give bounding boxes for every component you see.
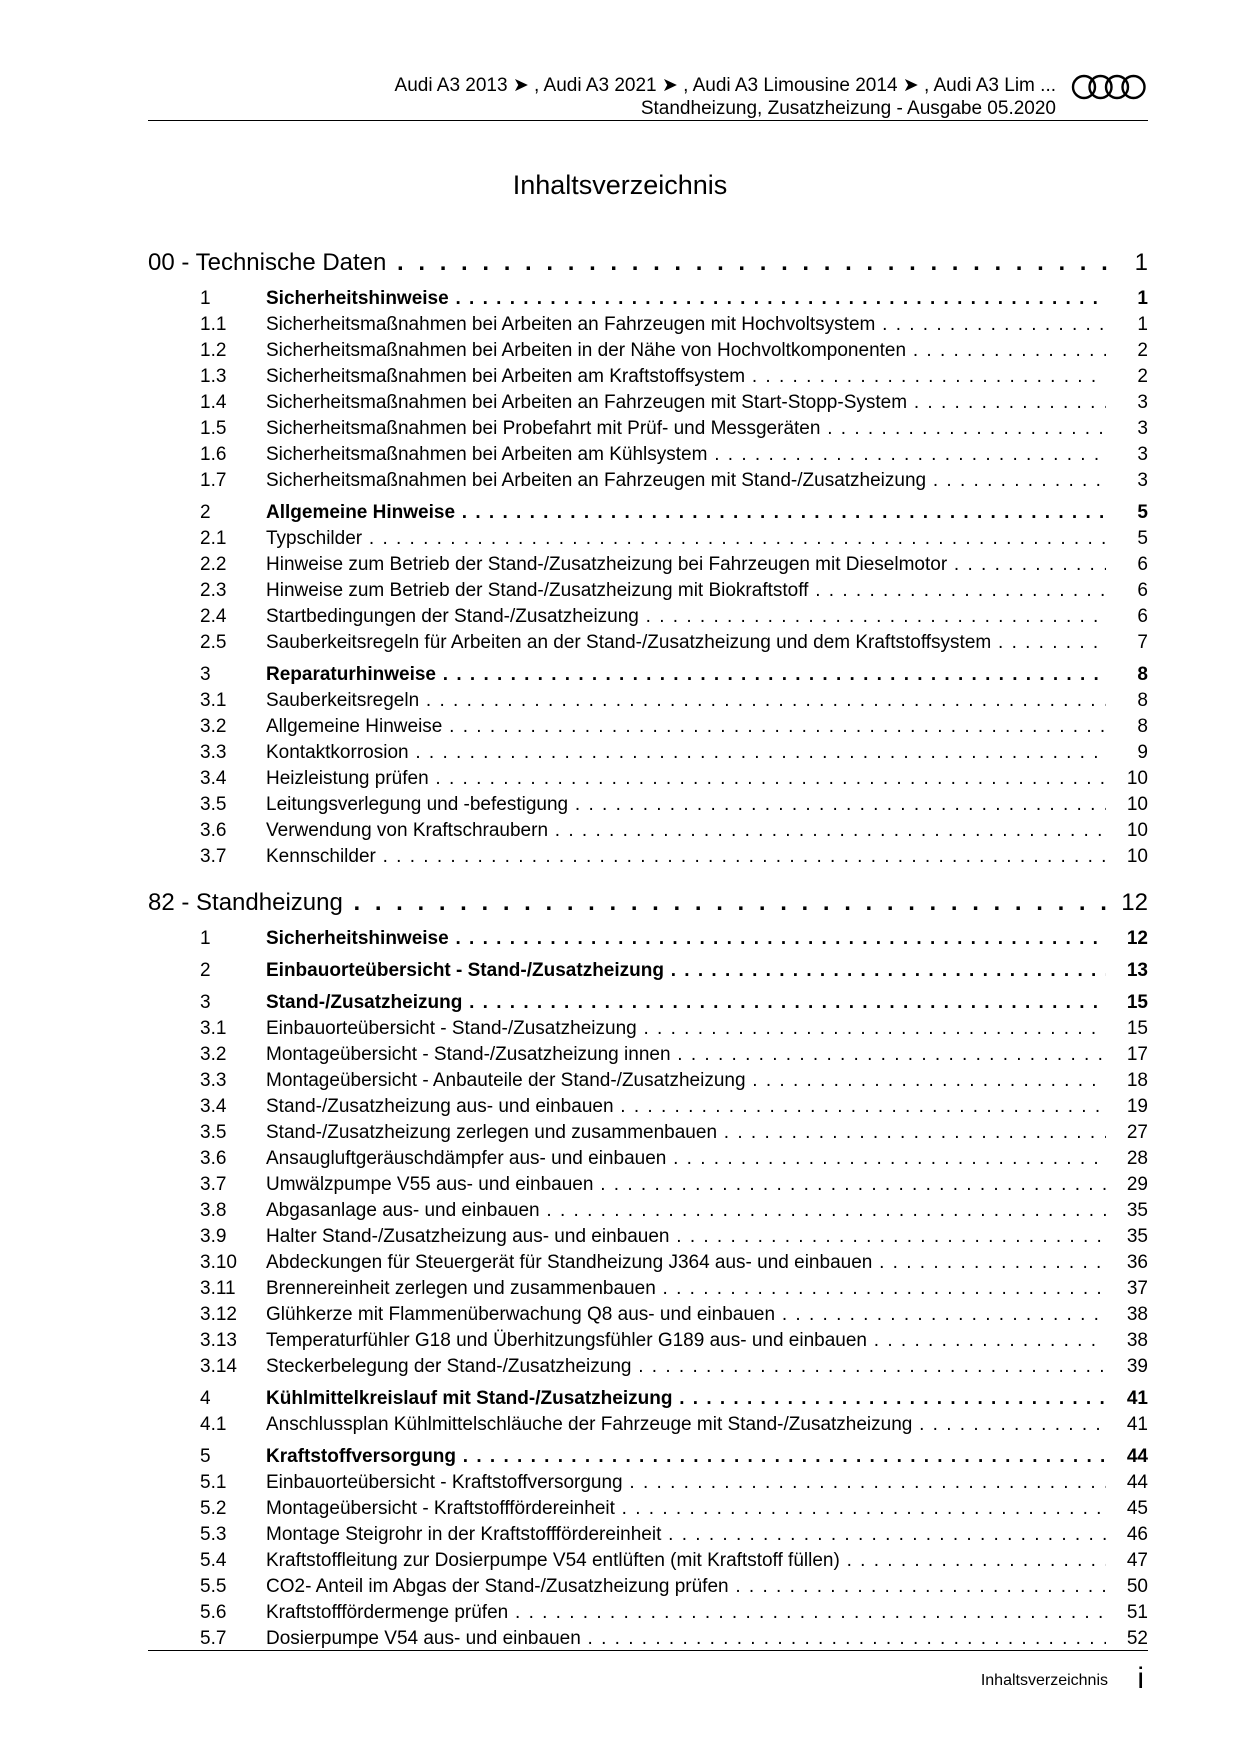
toc-section[interactable] <box>148 662 1148 688</box>
toc-entry-page: 2 <box>1137 340 1148 361</box>
toc-subsection[interactable] <box>148 1354 1148 1380</box>
toc-entry-page: 41 <box>1126 1414 1148 1435</box>
toc-entry-number: 1.1 <box>200 314 227 335</box>
toc-section[interactable] <box>148 926 1148 952</box>
toc-entry-title: Sicherheitsmaßnahmen bei Arbeiten am Kühlsystem . . . <box>266 442 1106 468</box>
toc-subsection[interactable] <box>148 1172 1148 1198</box>
toc-entry-number: 1 <box>200 288 211 309</box>
toc-entry-number: 3.8 <box>200 1200 227 1221</box>
header-divider <box>148 120 1148 121</box>
toc-entry-page: 36 <box>1126 1252 1148 1273</box>
toc-entry-number: 3.3 <box>200 1070 227 1091</box>
toc-subsection[interactable] <box>148 1302 1148 1328</box>
toc-subsection[interactable] <box>148 1470 1148 1496</box>
toc-entry-number: 3.1 <box>200 1018 227 1039</box>
toc-entry-title: Abgasanlage aus- und einbauen . . . <box>266 1198 1106 1224</box>
toc-entry-number: 3.2 <box>200 1044 227 1065</box>
toc-entry-title: Montage Steigrohr in der Kraftstofffördereinheit . . . <box>266 1522 1106 1548</box>
toc-subsection[interactable] <box>148 1094 1148 1120</box>
toc-entry-number: 5.3 <box>200 1524 227 1545</box>
toc-entry-page: 50 <box>1126 1576 1148 1597</box>
toc-entry-number: 5.1 <box>200 1472 227 1493</box>
toc-entry-title: Stand-/Zusatzheizung . . . <box>266 990 1106 1016</box>
toc-entry-page: 2 <box>1137 366 1148 387</box>
toc-entry-number: 1.6 <box>200 444 227 465</box>
toc-entry-number: 2.4 <box>200 606 227 627</box>
toc-entry-number: 3 <box>200 992 211 1013</box>
toc-entry-number: 1.5 <box>200 418 227 439</box>
toc-entry-number: 2.3 <box>200 580 227 601</box>
toc-entry-title: Sicherheitsmaßnahmen bei Arbeiten in der Nähe von Hochvoltkomponenten . . . <box>266 338 1106 364</box>
toc-chapter[interactable] <box>148 886 1148 920</box>
toc-entry-page: 10 <box>1126 820 1148 841</box>
toc-entry-title: Sauberkeitsregeln für Arbeiten an der Stand-/Zusatzheizung und dem Kraftstoffsystem . . . <box>266 630 1106 656</box>
toc-entry-page: 3 <box>1137 470 1148 491</box>
toc-entry-number: 3 <box>200 664 211 685</box>
toc-subsection[interactable] <box>148 1016 1148 1042</box>
toc-entry-number: 3.13 <box>200 1330 237 1351</box>
toc-entry-page: 7 <box>1137 632 1148 653</box>
toc-entry-title: CO2- Anteil im Abgas der Stand-/Zusatzheizung prüfen . . . <box>266 1574 1106 1600</box>
toc-entry-page: 10 <box>1126 768 1148 789</box>
toc-entry-page: 3 <box>1137 418 1148 439</box>
toc-entry-number: 5.2 <box>200 1498 227 1519</box>
toc-entry-title: Glühkerze mit Flammenüberwachung Q8 aus- und einbauen . . . <box>266 1302 1106 1328</box>
toc-entry-title: Sicherheitsmaßnahmen bei Probefahrt mit Prüf- und Messgeräten . . . <box>266 416 1106 442</box>
toc-entry-title: Stand-/Zusatzheizung zerlegen und zusammenbauen . . . <box>266 1120 1106 1146</box>
toc-entry-number: 4.1 <box>200 1414 227 1435</box>
toc-subsection[interactable] <box>148 714 1148 740</box>
toc-subsection[interactable] <box>148 604 1148 630</box>
toc-entry-page: 12 <box>1126 928 1148 949</box>
toc-entry-number: 3.6 <box>200 1148 227 1169</box>
toc-entry-number: 3.5 <box>200 794 227 815</box>
toc-subsection[interactable] <box>148 688 1148 714</box>
toc-subsection[interactable] <box>148 1496 1148 1522</box>
toc-entry-page: 44 <box>1126 1472 1148 1493</box>
toc-entry-page: 5 <box>1137 528 1148 549</box>
header-vehicle-list: Audi A3 2013 ➤ , Audi A3 2021 ➤ , Audi A3 Limousine 2014 ➤ , Audi A3 Lim ... <box>394 75 1056 96</box>
toc-subsection[interactable] <box>148 1042 1148 1068</box>
toc-subsection[interactable] <box>148 740 1148 766</box>
page-title: Inhaltsverzeichnis <box>512 170 728 200</box>
toc-entry-title: Einbauorteübersicht - Stand-/Zusatzheizung . . . <box>266 958 1106 984</box>
toc-subsection[interactable] <box>148 578 1148 604</box>
toc-entry-title: Hinweise zum Betrieb der Stand-/Zusatzheizung mit Biokraftstoff . . . <box>266 578 1106 604</box>
toc-entry-page: 9 <box>1137 742 1148 763</box>
toc-entry-number: 1 <box>200 928 211 949</box>
toc-entry-title: Typschilder . . . <box>266 526 1106 552</box>
footer-divider <box>148 1650 1148 1651</box>
toc-subsection[interactable] <box>148 1224 1148 1250</box>
toc-subsection[interactable] <box>148 526 1148 552</box>
toc-entry-page: 10 <box>1126 846 1148 867</box>
toc-entry-number: 1.3 <box>200 366 227 387</box>
toc-entry-number: 5.5 <box>200 1576 227 1597</box>
toc-entry-title: Anschlussplan Kühlmittelschläuche der Fahrzeuge mit Stand-/Zusatzheizung . . . <box>266 1412 1106 1438</box>
toc-entry-number: 3.7 <box>200 846 227 867</box>
toc-entry-title: Abdeckungen für Steuergerät für Standheizung J364 aus- und einbauen . . . <box>266 1250 1106 1276</box>
toc-subsection[interactable] <box>148 818 1148 844</box>
toc-entry-page: 35 <box>1126 1200 1148 1221</box>
toc-subsection[interactable] <box>148 1548 1148 1574</box>
toc-entry-number: 1.4 <box>200 392 227 413</box>
toc-entry-page: 37 <box>1126 1278 1148 1299</box>
toc-entry-page: 1 <box>1134 249 1148 276</box>
toc-entry-number: 3.3 <box>200 742 227 763</box>
toc-entry-number: 3.2 <box>200 716 227 737</box>
toc-subsection[interactable] <box>148 1626 1148 1652</box>
toc-section[interactable] <box>148 958 1148 984</box>
toc-entry-title: Einbauorteübersicht - Kraftstoffversorgung . . . <box>266 1470 1106 1496</box>
toc-entry-title: Kennschilder . . . <box>266 844 1106 870</box>
toc-entry-page: 15 <box>1126 992 1148 1013</box>
toc-entry-title: Heizleistung prüfen . . . <box>266 766 1106 792</box>
toc-entry-page: 18 <box>1126 1070 1148 1091</box>
toc-subsection[interactable] <box>148 1574 1148 1600</box>
toc-entry-title: Halter Stand-/Zusatzheizung aus- und einbauen . . . <box>266 1224 1106 1250</box>
toc-entry-page: 38 <box>1126 1330 1148 1351</box>
toc-entry-page: 44 <box>1126 1446 1148 1467</box>
toc-entry-number: 2 <box>200 502 211 523</box>
toc-entry-page: 51 <box>1126 1602 1148 1623</box>
toc-entry-page: 5 <box>1137 502 1148 523</box>
toc-entry-page: 39 <box>1126 1356 1148 1377</box>
toc-entry-title: Kraftstofffördermenge prüfen . . . <box>266 1600 1106 1626</box>
toc-entry-title: Sicherheitshinweise . . . <box>266 926 1106 952</box>
toc-entry-number: 3.12 <box>200 1304 237 1325</box>
toc-subsection[interactable] <box>148 312 1148 338</box>
toc-subsection[interactable] <box>148 1068 1148 1094</box>
toc-entry-page: 28 <box>1126 1148 1148 1169</box>
toc-section[interactable] <box>148 286 1148 312</box>
toc-entry-number: 3.9 <box>200 1226 227 1247</box>
toc-entry-page: 45 <box>1126 1498 1148 1519</box>
toc-entry-number: 5.4 <box>200 1550 227 1571</box>
toc-entry-page: 38 <box>1126 1304 1148 1325</box>
toc-entry-title: Einbauorteübersicht - Stand-/Zusatzheizung . . . <box>266 1016 1106 1042</box>
toc-entry-title: Sicherheitsmaßnahmen bei Arbeiten an Fahrzeugen mit Stand-/Zusatzheizung . . . <box>266 468 1106 494</box>
toc-entry-page: 52 <box>1126 1628 1148 1649</box>
toc-entry-page: 19 <box>1126 1096 1148 1117</box>
toc-entry-page: 3 <box>1137 444 1148 465</box>
toc-entry-number: 3.7 <box>200 1174 227 1195</box>
toc-subsection[interactable] <box>148 792 1148 818</box>
toc-entry-title: Leitungsverlegung und -befestigung . . . <box>266 792 1106 818</box>
footer-page-number: i <box>1137 1662 1144 1695</box>
toc-entry-title: Reparaturhinweise . . . <box>266 662 1106 688</box>
toc-subsection[interactable] <box>148 338 1148 364</box>
toc-subsection[interactable] <box>148 468 1148 494</box>
toc-entry-title: 82 - Standheizung . . . <box>148 886 1108 920</box>
toc-subsection[interactable] <box>148 1328 1148 1354</box>
toc-entry-title: 00 - Technische Daten . . . <box>148 246 1108 280</box>
toc-entry-number: 5 <box>200 1446 211 1467</box>
toc-entry-number: 2.5 <box>200 632 227 653</box>
toc-entry-title: Kraftstoffleitung zur Dosierpumpe V54 entlüften (mit Kraftstoff füllen) . . . <box>266 1548 1106 1574</box>
toc-subsection[interactable] <box>148 1412 1148 1438</box>
toc-entry-number: 3.4 <box>200 768 227 789</box>
toc-entry-title: Startbedingungen der Stand-/Zusatzheizung . . . <box>266 604 1106 630</box>
toc-entry-title: Verwendung von Kraftschraubern . . . <box>266 818 1106 844</box>
toc-entry-page: 8 <box>1137 716 1148 737</box>
toc-subsection[interactable] <box>148 766 1148 792</box>
toc-entry-title: Sauberkeitsregeln . . . <box>266 688 1106 714</box>
audi-rings-icon <box>1070 72 1148 102</box>
toc-subsection[interactable] <box>148 1522 1148 1548</box>
toc-entry-number: 3.14 <box>200 1356 237 1377</box>
toc-entry-page: 1 <box>1137 288 1148 309</box>
toc-entry-title: Allgemeine Hinweise . . . <box>266 714 1106 740</box>
toc-subsection[interactable] <box>148 1198 1148 1224</box>
toc-entry-title: Sicherheitsmaßnahmen bei Arbeiten an Fahrzeugen mit Start-Stopp-System . . . <box>266 390 1106 416</box>
toc-entry-number: 3.10 <box>200 1252 237 1273</box>
toc-entry-number: 5.7 <box>200 1628 227 1649</box>
toc-entry-title: Brennereinheit zerlegen und zusammenbauen . . . <box>266 1276 1106 1302</box>
toc-entry-title: Umwälzpumpe V55 aus- und einbauen . . . <box>266 1172 1106 1198</box>
toc-entry-title: Kontaktkorrosion . . . <box>266 740 1106 766</box>
toc-subsection[interactable] <box>148 1146 1148 1172</box>
toc-subsection[interactable] <box>148 1250 1148 1276</box>
toc-subsection[interactable] <box>148 442 1148 468</box>
toc-entry-number: 5.6 <box>200 1602 227 1623</box>
toc-entry-title: Montageübersicht - Kraftstofffördereinheit . . . <box>266 1496 1106 1522</box>
toc-entry-page: 6 <box>1137 580 1148 601</box>
toc-entry-page: 1 <box>1137 314 1148 335</box>
toc-section[interactable] <box>148 990 1148 1016</box>
toc-subsection[interactable] <box>148 416 1148 442</box>
toc-entry-page: 17 <box>1126 1044 1148 1065</box>
toc-section[interactable] <box>148 1444 1148 1470</box>
toc-entry-page: 15 <box>1126 1018 1148 1039</box>
toc-entry-number: 1.2 <box>200 340 227 361</box>
toc-subsection[interactable] <box>148 844 1148 870</box>
toc-entry-page: 6 <box>1137 606 1148 627</box>
toc-entry-number: 3.6 <box>200 820 227 841</box>
toc-entry-number: 3.1 <box>200 690 227 711</box>
toc-entry-page: 35 <box>1126 1226 1148 1247</box>
toc-entry-page: 12 <box>1121 889 1148 916</box>
toc-section[interactable] <box>148 1386 1148 1412</box>
toc-subsection[interactable] <box>148 1120 1148 1146</box>
toc-entry-page: 27 <box>1126 1122 1148 1143</box>
toc-subsection[interactable] <box>148 390 1148 416</box>
toc-subsection[interactable] <box>148 1276 1148 1302</box>
toc-entry-title: Kühlmittelkreislauf mit Stand-/Zusatzheizung . . . <box>266 1386 1106 1412</box>
toc-entry-page: 41 <box>1126 1388 1148 1409</box>
toc-entry-title: Montageübersicht - Anbauteile der Stand-/Zusatzheizung . . . <box>266 1068 1106 1094</box>
toc-subsection[interactable] <box>148 1600 1148 1626</box>
toc-entry-title: Sicherheitshinweise . . . <box>266 286 1106 312</box>
toc-entry-number: 2.2 <box>200 554 227 575</box>
toc-entry-number: 3.5 <box>200 1122 227 1143</box>
toc-entry-page: 8 <box>1137 690 1148 711</box>
toc-section[interactable] <box>148 500 1148 526</box>
toc-entry-page: 47 <box>1126 1550 1148 1571</box>
toc-entry-title: Dosierpumpe V54 aus- und einbauen . . . <box>266 1626 1106 1652</box>
toc-entry-title: Hinweise zum Betrieb der Stand-/Zusatzheizung bei Fahrzeugen mit Dieselmotor . . . <box>266 552 1106 578</box>
toc-entry-page: 29 <box>1126 1174 1148 1195</box>
toc-chapter[interactable] <box>148 246 1148 280</box>
toc-entry-number: 3.11 <box>200 1278 236 1299</box>
toc-entry-page: 3 <box>1137 392 1148 413</box>
toc-entry-number: 2 <box>200 960 211 981</box>
toc-entry-page: 46 <box>1126 1524 1148 1545</box>
page-header <box>148 70 1148 122</box>
table-of-contents <box>148 242 1148 1652</box>
toc-entry-title: Stand-/Zusatzheizung aus- und einbauen . . . <box>266 1094 1106 1120</box>
header-manual-title: Standheizung, Zusatzheizung - Ausgabe 05.2020 <box>640 98 1056 119</box>
toc-entry-number: 2.1 <box>200 528 227 549</box>
toc-entry-number: 3.4 <box>200 1096 227 1117</box>
toc-subsection[interactable] <box>148 552 1148 578</box>
toc-entry-number: 4 <box>200 1388 211 1409</box>
toc-entry-page: 6 <box>1137 554 1148 575</box>
toc-subsection[interactable] <box>148 630 1148 656</box>
toc-entry-title: Steckerbelegung der Stand-/Zusatzheizung . . . <box>266 1354 1106 1380</box>
toc-entry-page: 8 <box>1137 664 1148 685</box>
footer-label: Inhaltsverzeichnis <box>980 1672 1108 1689</box>
toc-entry-title: Temperaturfühler G18 und Überhitzungsfühler G189 aus- und einbauen . . . <box>266 1328 1106 1354</box>
toc-entry-title: Sicherheitsmaßnahmen bei Arbeiten an Fahrzeugen mit Hochvoltsystem . . . <box>266 312 1106 338</box>
toc-entry-title: Kraftstoffversorgung . . . <box>266 1444 1106 1470</box>
toc-entry-page: 13 <box>1126 960 1148 981</box>
toc-entry-title: Allgemeine Hinweise . . . <box>266 500 1106 526</box>
toc-entry-number: 1.7 <box>200 470 227 491</box>
toc-entry-page: 10 <box>1126 794 1148 815</box>
toc-entry-title: Montageübersicht - Stand-/Zusatzheizung innen . . . <box>266 1042 1106 1068</box>
toc-entry-title: Ansaugluftgeräuschdämpfer aus- und einbauen . . . <box>266 1146 1106 1172</box>
toc-entry-title: Sicherheitsmaßnahmen bei Arbeiten am Kraftstoffsystem . . . <box>266 364 1106 390</box>
toc-subsection[interactable] <box>148 364 1148 390</box>
